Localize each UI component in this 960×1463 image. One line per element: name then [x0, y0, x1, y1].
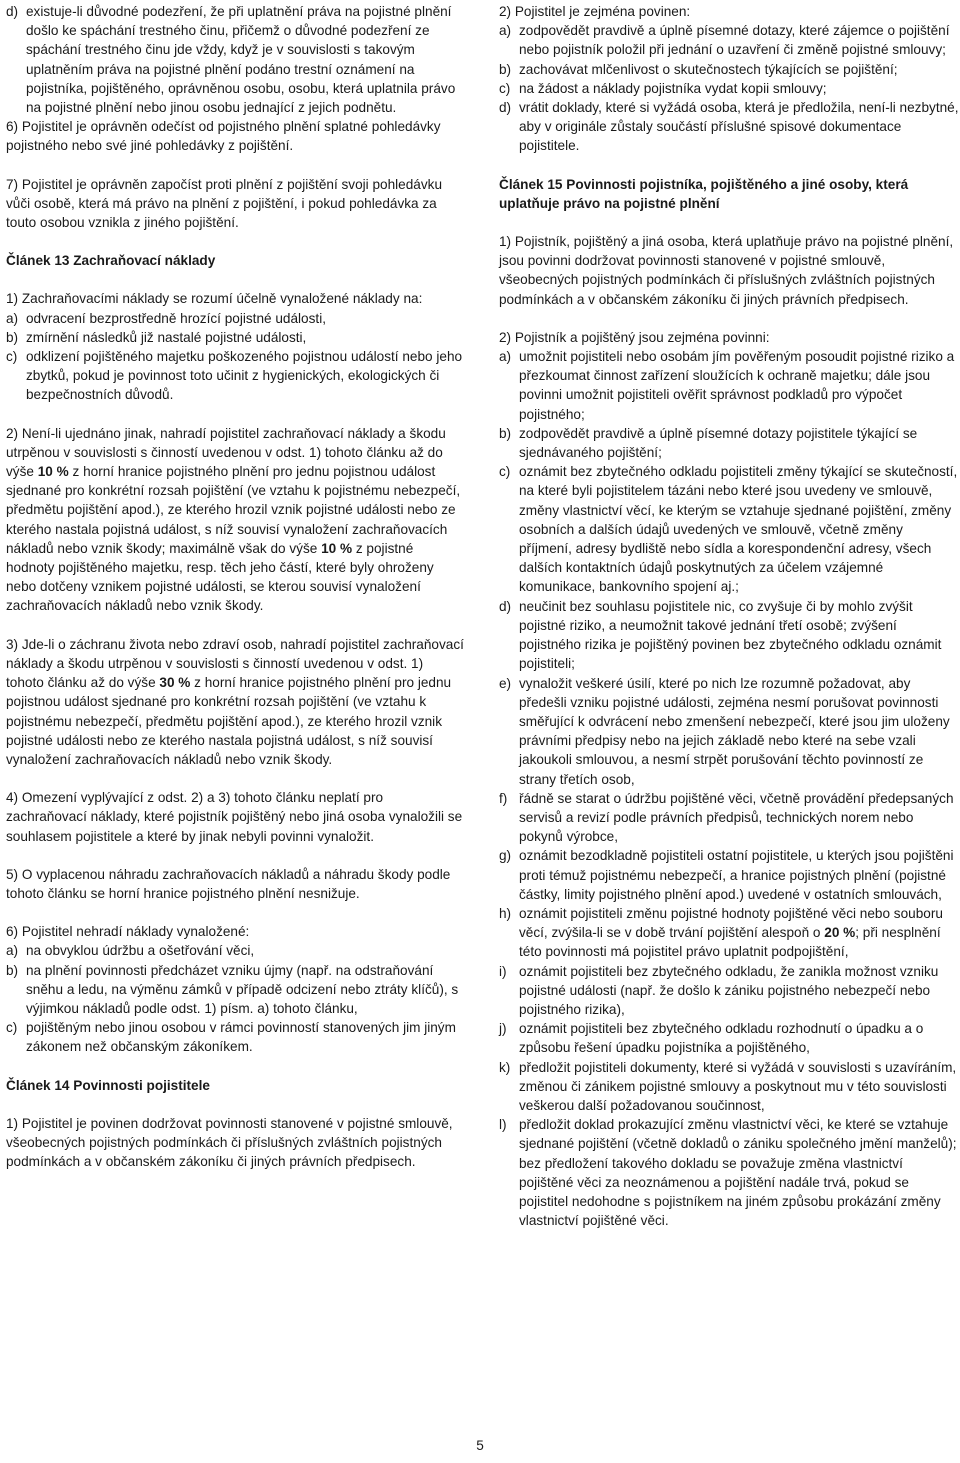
list-item-c	[6, 347, 464, 405]
item-text: oznámit pojistiteli bez zbytečného odkladu, že zanikla možnost vzniku pojistné události (např. že došlo k zániku pojistného nebezpečí nebo pojistného rizika),	[519, 963, 939, 1017]
list-item-c	[6, 1018, 464, 1056]
text-run: oznámit pojistiteli změnu pojistné hodnoty pojištěné věci nebo souboru věcí, zvýšila-li se v době trvání pojištění alespoň o	[519, 905, 943, 941]
paragraph-intro: 6) Pojistitel nehradí náklady vynaložené:	[6, 924, 250, 940]
item-text: neučinit bez souhlasu pojistitele nic, co zvyšuje či by mohlo zvýšit pojistné riziko, a neumožnit takové jednání třetí osobě; zvýšení pojistného rizika je pojištěný povinen bez zbytečného odkladu oznámit pojistiteli;	[519, 598, 942, 672]
item-text: na obvyklou údržbu a ošetřování věci,	[26, 943, 255, 959]
text-run: z horní hranice pojistného plnění pro jednu pojistnou událost sjednané pro konkrétní rozsah pojištění (ve vztahu k pojistnému nebezpečí, předmětu pojištění apod.), ze kterého hrozil vznik pojistné události nebo ze kterého nastala pojistná událost, s níž souvisí vynaložení zachraňovacích nákladů nebo vznik škody; maximálně však do výše	[6, 464, 461, 556]
item-label: g)	[499, 848, 512, 864]
list-item-k	[499, 1058, 959, 1116]
item-text: řádně se starat o údržbu pojištěné věci, včetně provádění předepsaných servisů a revizí podle právních předpisů, technických norem nebo pokynů výrobce,	[519, 790, 954, 845]
article-13-paragraph-2	[6, 424, 464, 616]
list-item-b	[499, 60, 959, 79]
paragraph-intro: 2) Pojistník a pojištěný jsou zejména povinni:	[499, 329, 770, 345]
item-label: b)	[6, 962, 19, 978]
list-item-d	[499, 597, 959, 674]
item-label: b)	[499, 425, 512, 441]
text-run: 2) Není-li ujednáno jinak, nahradí pojistitel zachraňovací náklady a škodu utrpěnou v souvislosti s činností uvedenou v odst. 1) tohoto článku až do výše	[6, 425, 446, 480]
left-column	[6, 2, 464, 1171]
text-run: z horní hranice pojistného plnění pro jednu pojistnou událost sjednané pro konkrétní rozsah pojištění (ve vztahu k pojistnému nebezpečí, předmětu pojištění apod.), ze kterého hrozil vznik pojistné události nebo ze kterého nastala pojistná událost, s níž souvisí vynaložení zachraňovacích nákladů nebo vznik škody.	[6, 675, 452, 767]
article-14-heading: Článek 14 Povinnosti pojistitele	[6, 1077, 210, 1093]
item-text: vynaložit veškeré úsilí, které po nich lze rozumně požadovat, aby předešli vzniku pojistné události, zejména nesmí porušovat povinnosti směřující k odvrácení nebo zmenšení nebezpečí, které jsou jim uloženy právními předpisy nebo na jejich základě nebo které na sebe vzali jakoukoli smlouvou, a nesmí strpět porušování těchto povinností ze strany třetích osob,	[519, 675, 950, 787]
list-item-l	[499, 1115, 959, 1230]
list-item-a	[499, 21, 959, 59]
item-label: a)	[499, 23, 512, 39]
list-item-b	[6, 961, 464, 1019]
article-15-paragraph-1: 1) Pojistník, pojištěný a jiná osoba, která uplatňuje právo na pojistné plnění, jsou povinni dodržovat povinnosti stanovené v pojistné smlouvě, všeobecných pojistných podmínkách či příslušných zvláštních pojistných podmínkách a v občanském zákoníku či jiných právních předpisech.	[499, 234, 954, 307]
article-15-paragraph-2	[499, 328, 959, 1231]
item-label: c)	[499, 464, 511, 480]
page-number: 5	[476, 1438, 484, 1453]
list-item-b	[499, 424, 959, 462]
text-run: 3) Jde-li o záchranu života nebo zdraví osob, nahradí pojistitel zachraňovací náklady a škodu utrpěnou v souvislosti s činností uvedenou v odst. 1) tohoto článku až do výše	[6, 636, 464, 691]
article-13-paragraph-1	[6, 289, 464, 404]
paragraph-intro: 2) Pojistitel je zejména povinen:	[499, 4, 691, 19]
item-label: a)	[6, 943, 19, 959]
list-item-j	[499, 1019, 959, 1057]
item-text: vrátit doklady, které si vyžádá osoba, která je předložila, není-li nezbytné, aby v originále zůstaly součástí příslušné spisové dokumentace pojistitele.	[519, 100, 959, 154]
list-item-d	[6, 2, 464, 117]
article-13-paragraph-5: 5) O vyplacenou náhradu zachraňovacích nákladů a náhradu škody podle tohoto článku se horní hranice pojistného plnění nesnižuje.	[6, 866, 451, 901]
item-text: zmírnění následků již nastalé pojistné události,	[26, 329, 307, 345]
list-item-e	[499, 674, 959, 789]
article-13-paragraph-6	[6, 922, 464, 1056]
item-text: zodpovědět pravdivě a úplně písemné dotazy pojistitele týkající se sjednávaného pojištění;	[519, 425, 918, 461]
list-item-a	[6, 941, 464, 960]
list-item-b	[6, 328, 464, 347]
item-text: existuje-li důvodné podezření, že při uplatnění práva na pojistné plnění došlo ke spáchání trestného činu, přičemž o důvodné podezření ze spáchání trestného činu jde vždy, když je v souvislosti s takovým uplatněním práva na pojistné plnění podáno trestní oznámení na pojistníka, pojištěného, oprávněnou osobu, osobu, která uplatnila právo na pojistné plnění nebo jinou osobu jednající z jejich podnětu.	[26, 4, 456, 116]
article-13-paragraph-4: 4) Omezení vyplývající z odst. 2) a 3) tohoto článku neplatí pro zachraňovací náklady, které pojistník pojištěný nebo jiná osoba vynaložili se souhlasem pojistitele a které by jinak nebyli povinni vynaložit.	[6, 790, 463, 844]
text-run: z pojistné hodnoty pojištěného majetku, resp. těch jeho částí, které byly ohroženy nebo dotčeny vznikem pojistné události, se kterou souvisí vynaložení zachraňovacích nákladů nebo vznik škody.	[6, 540, 434, 614]
article-15-heading: Článek 15 Povinnosti pojistníka, pojištěného a jiné osoby, která uplatňuje právo na pojistné plnění	[499, 176, 909, 211]
item-text: oznámit pojistiteli bez zbytečného odkladu rozhodnutí o úpadku a o způsobu řešení úpadku pojistníka a pojištěného,	[519, 1021, 924, 1056]
item-text: pojištěným nebo jinou osobou v rámci povinností stanovených jim jiným zákonem než občanským zákoníkem.	[26, 1020, 456, 1055]
item-text: na plnění povinnosti předcházet vzniku újmy (např. na odstraňování sněhu a ledu, na výměnu zámků v případě odcizení nebo ztráty klíčů), s výjimkou nákladů podle odst. 1) písm. a) tohoto článku,	[26, 962, 459, 1016]
percent-value: 30 %	[159, 675, 191, 691]
item-label: a)	[499, 349, 512, 365]
list-item-d	[499, 98, 959, 156]
item-text: umožnit pojistiteli nebo osobám jím pověřeným posoudit pojistné riziko a přezkoumat činnost zařízení sloužících k ochraně majetku; dále jsou povinni umožnit pojistiteli ověřit správnost podkladů pro výpočet pojistného;	[519, 349, 955, 422]
item-text: předložit pojistiteli dokumenty, které si vyžádá v souvislosti s uzavíráním, změnou či zánikem pojistné smlouvy a poskytnout mu v této souvislosti veškerou další požadovanou součinnost,	[519, 1059, 957, 1113]
item-text: zodpovědět pravdivě a úplně písemné dotazy, které zájemce o pojištění nebo pojistník položil při jednání o uzavření či změně pojistné smlouvy;	[519, 23, 950, 58]
item-text	[519, 904, 959, 962]
item-label: j)	[499, 1021, 507, 1037]
item-label: b)	[499, 61, 512, 77]
list-item-a	[6, 309, 464, 328]
item-label: d)	[6, 4, 19, 19]
list-item-c	[499, 79, 959, 98]
paragraph-6: 6) Pojistitel je oprávněn odečíst od pojistného plnění splatné pohledávky pojistného nebo své jiné pohledávky z pojištění.	[6, 119, 441, 154]
item-label: i)	[499, 963, 507, 979]
list-item-c	[499, 462, 959, 596]
item-label: l)	[499, 1117, 507, 1133]
item-label: a)	[6, 310, 19, 326]
item-text: předložit doklad prokazující změnu vlastnictví věci, ke které se vztahuje sjednané pojištění (včetně dokladů o zániku společného jmění manželů); bez předložení takového dokladu se považuje změna vlastnictví pojištěné věci za neoznámenou a pojištění nadále trvá, pokud se pojistitel nedohodne s pojistníkem na jiném způsobu prokázání změny vlastnictví pojištěné věci.	[519, 1117, 957, 1229]
right-column	[499, 2, 959, 1230]
item-label: c)	[499, 80, 511, 96]
item-label: e)	[499, 675, 512, 691]
article-13-heading: Článek 13 Zachraňovací náklady	[6, 253, 216, 269]
article-14-paragraph-2	[499, 2, 959, 156]
list-item-g	[499, 846, 959, 904]
item-text: oznámit bezodkladně pojistiteli ostatní pojistitele, u kterých jsou pojištěni proti témuž pojistnému nebezpečí, a hranice pojistných plnění (pojistné částky, limity pojistného plnění apod.) uvedené v ostatních smlouvách,	[519, 848, 954, 902]
percent-value: 10 %	[321, 540, 353, 556]
item-text: odklizení pojištěného majetku poškozeného pojistnou událostí nebo jeho zbytků, pokud je povinnost toto učinit z hygienických, ekologických či bezpečnostních důvodů.	[26, 349, 463, 403]
paragraph-intro: 1) Zachraňovacími náklady se rozumí účelně vynaložené náklady na:	[6, 291, 423, 307]
paragraph-7: 7) Pojistitel je oprávněn započíst proti plnění z pojištění svoji pohledávku vůči osobě, která má právo na plnění z pojištění, i pokud pohledávka za touto osobou vznikla z jiného pojištění.	[6, 176, 443, 231]
item-text: na žádost a náklady pojistníka vydat kopii smlouvy;	[519, 80, 827, 96]
list-item-h	[499, 904, 959, 962]
item-text: oznámit bez zbytečného odkladu pojistiteli změny týkající se skutečností, na které byli pojistitelem tázáni nebo které jsou uvedeny ve smlouvě, změny vlastnictví věcí, ke kterým se vztahuje sjednané pojištění, změny osobních a dalších údajů uvedených ve smlouvě, včetně změny příjmení, adresy bydliště nebo sídla a korespondenční adresy, všech dalších kontaktních údajů poskytnutých za účelem vzájemné komunikace, bankovního spojení aj.;	[519, 464, 958, 595]
item-label: h)	[499, 905, 512, 921]
percent-value: 20 %	[824, 925, 856, 941]
item-label: c)	[6, 1020, 18, 1036]
item-text: zachovávat mlčenlivost o skutečnostech týkajících se pojištění;	[519, 61, 898, 77]
item-label: b)	[6, 329, 19, 345]
item-label: c)	[6, 349, 18, 365]
article-13-paragraph-3	[6, 635, 464, 769]
list-item-a	[499, 347, 959, 424]
item-label: k)	[499, 1059, 511, 1075]
item-label: d)	[499, 100, 512, 116]
item-label: f)	[499, 790, 508, 806]
article-14-paragraph-1: 1) Pojistitel je povinen dodržovat povinnosti stanovené v pojistné smlouvě, všeobecných pojistných podmínkách či příslušných zvláštních pojistných podmínkách a v občanském zákoníku či jiných právních předpisech.	[6, 1115, 453, 1170]
percent-value: 10 %	[37, 464, 69, 480]
item-text: odvracení bezprostředně hrozící pojistné události,	[26, 310, 326, 326]
item-label: d)	[499, 598, 512, 614]
list-item-f	[499, 789, 959, 847]
list-item-i	[499, 962, 959, 1020]
text-run: ; při nesplnění této povinnosti má pojistitel právo uplatnit podpojištění,	[519, 925, 941, 960]
